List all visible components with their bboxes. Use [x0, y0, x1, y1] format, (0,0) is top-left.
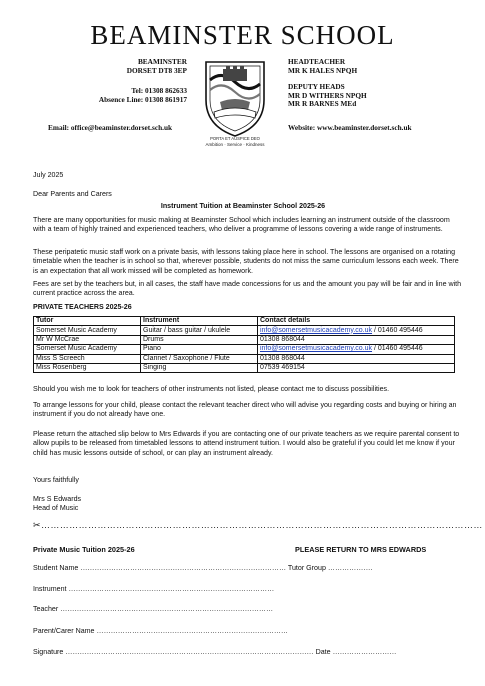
cell-instrument: Drums	[141, 335, 258, 344]
private-teachers-heading: PRIVATE TEACHERS 2025-26	[33, 303, 132, 311]
cell-contact	[258, 326, 455, 335]
teacher-field[interactable]: ………………………………………………………………………………	[58, 605, 274, 613]
table-row	[34, 335, 455, 344]
header-instrument: Instrument	[141, 317, 258, 326]
deputy-2: MR R BARNES MEd	[288, 99, 357, 109]
cut-line: ✂……………………………………………………………………………………………………………………………	[33, 520, 483, 530]
deputy-1: MR D WITHERS NPQH	[288, 90, 367, 100]
cell-contact	[258, 354, 455, 363]
deputy-block	[288, 83, 367, 109]
headteacher-name: MR K HALES NPQH	[288, 65, 358, 75]
cell-contact	[258, 335, 455, 344]
cell-tutor: Somerset Music Academy	[34, 326, 141, 335]
letter-date: July 2025	[33, 171, 64, 179]
cell-instrument: Singing	[141, 363, 258, 372]
address-line-1: BEAMINSTER	[137, 57, 187, 66]
email[interactable]: Email: office@beaminster.dorset.sch.uk	[48, 123, 173, 132]
student-name-field[interactable]: ……………………………………………………………………………	[78, 564, 287, 572]
cell-tutor: Mr W McCrae	[34, 335, 141, 344]
absence-line: Absence Line: 01308 861917	[98, 94, 187, 104]
slip-title: Private Music Tuition 2025-26	[33, 545, 135, 554]
address-line-2: DORSET DT8 3EP	[126, 65, 187, 75]
signature-field[interactable]: ……………………………………………………………………………………………	[63, 648, 314, 656]
cell-instrument: Piano	[141, 345, 258, 354]
school-tagline: Ambition · Service · Kindness	[205, 142, 265, 147]
tutor-table	[33, 316, 455, 373]
telephone: Tel: 01308 862633	[131, 86, 187, 95]
table-header-row	[34, 317, 455, 326]
paragraph-3: Fees are set by the teachers but, in all cases, the staff have made concessions for us and the amount you pay will be fair and in line with current practice across the area.	[33, 280, 462, 298]
phone-number: 01308 868044	[260, 354, 305, 362]
cell-contact	[258, 345, 455, 354]
date-field[interactable]: ………………………	[330, 648, 397, 656]
parent-label: Parent/Carer Name	[33, 627, 95, 635]
instrument-row	[33, 585, 274, 593]
teacher-label: Teacher	[33, 605, 59, 613]
student-name-row	[33, 564, 372, 572]
salutation: Dear Parents and Carers	[33, 190, 112, 198]
parent-row	[33, 627, 288, 635]
paragraph-5: To arrange lessons for your child, please contact the relevant teacher direct who will advise you regarding costs and buying or hiring an instrument if you do not already have one.	[33, 401, 457, 419]
cell-contact	[258, 363, 455, 372]
cell-instrument: Guitar / bass guitar / ukulele	[141, 326, 258, 335]
cell-instrument: Clarinet / Saxophone / Flute	[141, 354, 258, 363]
slip-return-note: PLEASE RETURN TO MRS EDWARDS	[295, 545, 427, 554]
instrument-label: Instrument	[33, 585, 67, 593]
tutor-group-field[interactable]: ……………….	[325, 564, 373, 572]
paragraph-6: Please return the attached slip below to Mrs Edwards if you are contacting one of our private teachers as we require parental consent to allow pupils to be released from timetabled lessons to attend instrument tuition. I would also be grateful if you could let me know if your child has music lessons outside of school, or can play an instrument already.	[33, 430, 460, 457]
website[interactable]: Website: www.beaminster.dorset.sch.uk	[288, 123, 412, 132]
table-row	[34, 345, 455, 354]
school-name: BEAMINSTER SCHOOL	[90, 20, 395, 50]
student-name-label: Student Name	[33, 564, 79, 572]
email-link[interactable]: info@somersetmusicacademy.co.uk	[260, 345, 373, 353]
phone-number: / 01460 495446	[372, 326, 423, 334]
paragraph-4: Should you wish me to look for teachers of other instruments not listed, please contact me to discuss possibilities.	[33, 385, 390, 393]
phone-block	[99, 87, 187, 104]
headteacher-title: HEADTEACHER	[288, 57, 346, 66]
table-row	[34, 354, 455, 363]
address-block	[127, 58, 187, 75]
date-label: Date	[313, 648, 331, 656]
email-link[interactable]: info@somersetmusicacademy.co.uk	[260, 326, 373, 334]
cell-tutor: Somerset Music Academy	[34, 345, 141, 354]
school-crest-icon	[198, 56, 272, 140]
tutor-group-label: Tutor Group	[286, 564, 326, 572]
signoff: Yours faithfully	[33, 476, 79, 484]
paragraph-2: These peripatetic music staff work on a private basis, with lessons taking place here in school. The lessons are organised on a rotating timetable when the teacher is in school so that, wherever possible, students do not miss the same curriculum lessons each week. There is an expectation that all work missed will be completed as homework.	[33, 248, 459, 275]
signer-role: Head of Music	[33, 504, 79, 512]
crest-motto: PORTA ET AUSPICE DEO	[210, 136, 260, 141]
table-row	[34, 363, 455, 372]
signer-name: Mrs S Edwards	[33, 495, 82, 503]
phone-number: 07539 469154	[260, 364, 305, 372]
paragraph-1: There are many opportunities for music making at Beaminster School which includes learning an instrument outside of the classroom with a team of highly trained and experienced teachers, who deliver a programme of lessons covering a wide range of instruments.	[33, 216, 450, 234]
phone-number: 01308 868044	[260, 335, 305, 343]
table-row	[34, 326, 455, 335]
headteacher-block	[288, 58, 357, 75]
header-contact: Contact details	[258, 317, 455, 326]
header-tutor: Tutor	[34, 317, 141, 326]
phone-number: / 01460 495446	[372, 345, 423, 353]
signature-label: Signature	[33, 648, 64, 656]
cell-tutor: Miss Rosenberg	[34, 363, 141, 372]
parent-field[interactable]: ………………………………………………………………………	[94, 627, 289, 635]
cell-tutor: Miss S Screech	[34, 354, 141, 363]
signature-row	[33, 648, 396, 656]
letter-title: Instrument Tuition at Beaminster School 2025-26	[160, 202, 326, 210]
instrument-field[interactable]: ……………………………………………………………………………	[66, 585, 275, 593]
teacher-row	[33, 605, 273, 613]
deputy-title: DEPUTY HEADS	[288, 82, 345, 91]
